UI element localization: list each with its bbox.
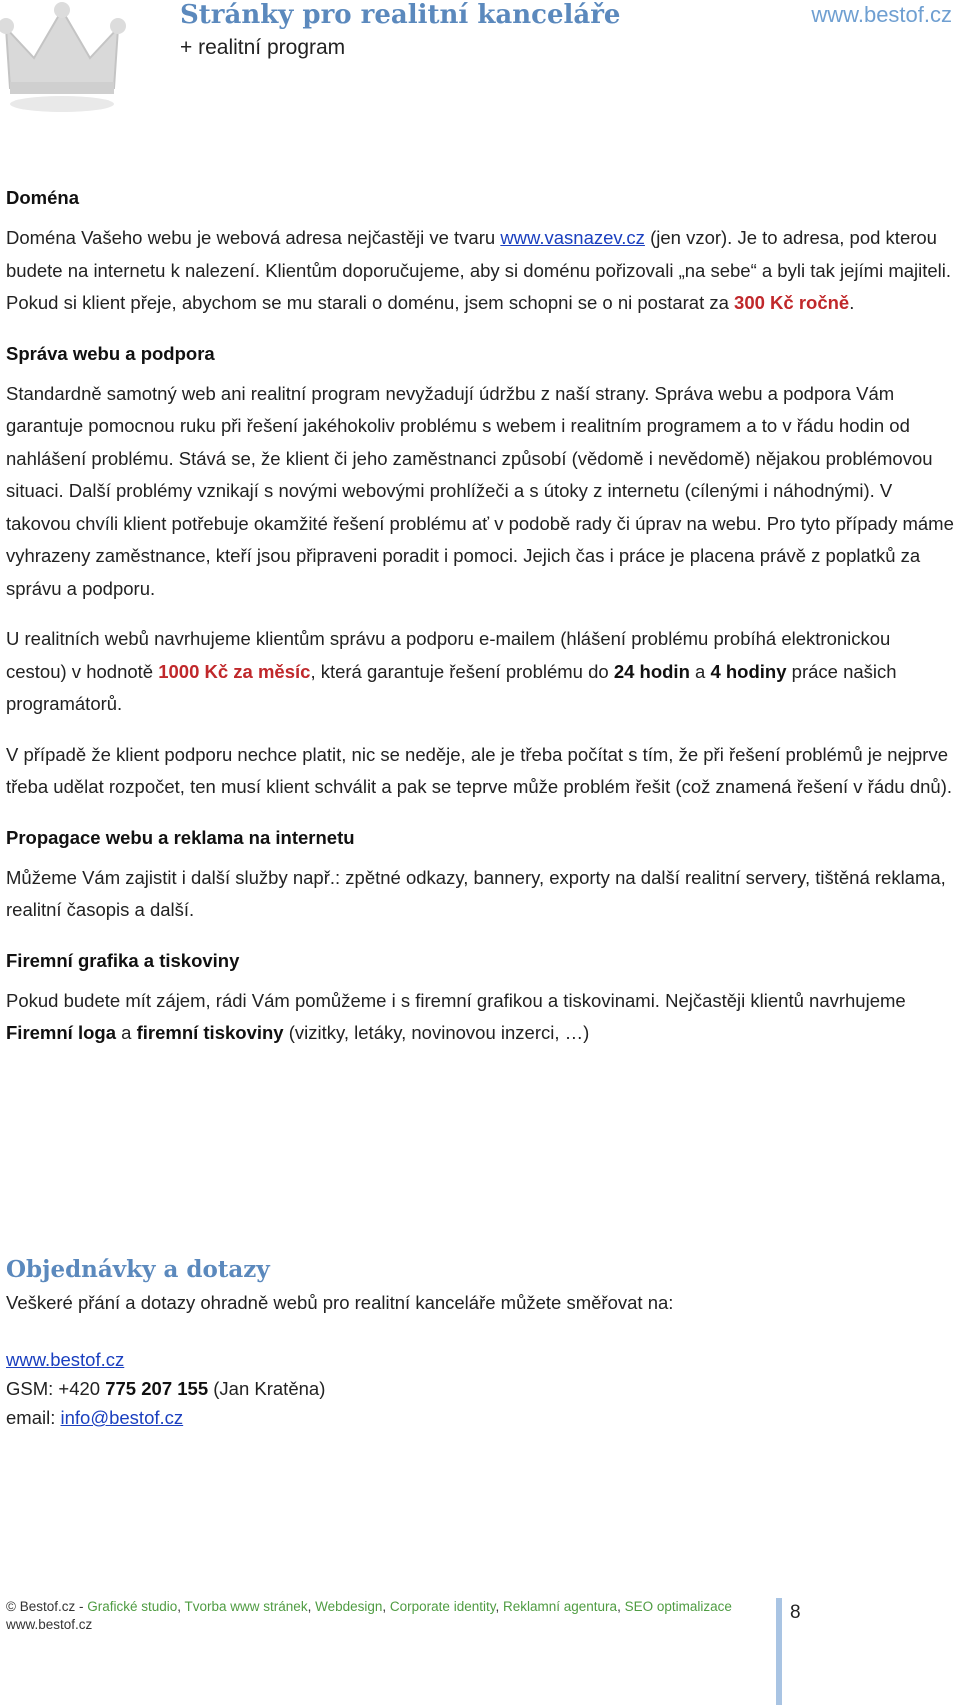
domena-text: .	[849, 292, 855, 313]
sprava-hours-24: 24 hodin	[613, 660, 690, 682]
sprava-paragraph-1: Standardně samotný web ani realitní program nevyžadují údržbu z naší strany. Správa webu a podpora Vám garantuje pomocnou ruku při řešení jakéhokoliv problému s webem i realitním programem a to v řádu hodin od nahlášení problému. Stává se, že klient či jeho zaměstnanci způsobí (vědomě i nevědomě) nějakou problémovou situaci. Další problémy vznikají s novými webovými prohlížeči a s útoky z internetu (cílenými i náhodnými). V takovou chvíli klient potřebuje okamžité řešení problému ať v podobě rady či úprav na webu. Pro tyto případy máme vyhrazeny zaměstnance, kteří jsou připraveni poradit i pomoci. Jejich čas i práce je placena právě z poplatků za správu a podporu.	[6, 382, 954, 599]
contact-email	[6, 1403, 325, 1432]
crown-logo	[0, 0, 130, 120]
propagace-heading: Propagace webu a reklama na internetu	[6, 826, 355, 848]
sprava-text: , která garantuje řešení problému do	[310, 660, 614, 682]
email-link[interactable]: info@bestof.cz	[60, 1407, 184, 1428]
header-site-link[interactable]: www.bestof.cz	[811, 2, 952, 27]
domena-text: (jen vzor). Je to adresa, pod kterou budete na internetu k nalezení. Klientům doporučujeme, aby si doménu pořizovali „na sebe“ a byli tak jejími majiteli. Pokud si klient přeje, abychom se mu starali o doménu, jsem schopni se o ni postarat za	[6, 227, 952, 313]
gsm-number: 775 207 155	[105, 1378, 209, 1399]
objednavky-intro: Veškeré přání a dotazy ohradně webů pro realitní kanceláře můžete směřovat na:	[6, 1292, 674, 1313]
gsm-name: (Jan Kratěna)	[208, 1378, 326, 1399]
email-label: email:	[6, 1407, 61, 1428]
objednavky-section	[6, 1253, 954, 1320]
page-footer: © Bestof.cz - Grafické studio, Tvorba www stránek, Webdesign, Corporate identity, Reklamní agentura, SEO optimalizace www.bestof.cz	[6, 1599, 732, 1632]
grafika-heading: Firemní grafika a tiskoviny	[6, 949, 240, 971]
footer-item[interactable]: Tvorba www stránek	[184, 1599, 308, 1614]
footer-item[interactable]: Webdesign	[315, 1599, 383, 1614]
grafika-paragraph	[6, 985, 954, 1050]
page-number: 8	[790, 1602, 801, 1623]
domena-paragraph	[6, 222, 954, 320]
footer-item[interactable]: Grafické studio	[87, 1599, 178, 1614]
sprava-hours-4: 4 hodiny	[710, 660, 787, 682]
footer-item[interactable]: Reklamní agentura	[502, 1599, 618, 1614]
grafika-bold-tiskoviny: firemní tiskoviny	[136, 1022, 284, 1043]
footer-item[interactable]: SEO optimalizace	[624, 1599, 732, 1614]
vasnazev-link[interactable]: www.vasnazev.cz	[500, 227, 645, 248]
contact-block	[6, 1345, 325, 1432]
sprava-price: 1000 Kč za měsíc	[158, 660, 311, 682]
contact-gsm	[6, 1374, 325, 1403]
sprava-text: práce našich programátorů.	[6, 660, 897, 714]
footer-copyright: © Bestof.cz -	[6, 1599, 88, 1614]
document-title: Stránky pro realitní kanceláře	[180, 0, 621, 30]
propagace-paragraph: Můžeme Vám zajistit i další služby např.: zpětné odkazy, bannery, exporty na další realitní servery, tištěná reklama, realitní časopis a další.	[6, 866, 946, 920]
sprava-text: U realitních webů navrhujeme klientům správu a podporu e-mailem (hlášení problému probíhá elektronickou cestou) v hodnotě	[6, 628, 891, 682]
sprava-paragraph-3: V případě že klient podporu nechce platit, nic se neděje, ale je třeba počítat s tím, že při řešení problémů je nejprve třeba udělat rozpočet, ten musí klient schválit a pak se teprve může problém řešit (což znamená řešení v řádu dnů).	[6, 743, 953, 797]
sprava-heading: Správa webu a podpora	[6, 342, 215, 364]
footer-item[interactable]: Corporate identity	[389, 1599, 496, 1614]
domena-heading: Doména	[6, 187, 79, 208]
domena-price: 300 Kč ročně	[734, 292, 850, 313]
grafika-text: Pokud budete mít zájem, rádi Vám pomůžeme i s firemní grafikou a tiskovinami. Nejčastěji klientů navrhujeme	[6, 989, 906, 1011]
sprava-text: a	[689, 660, 711, 682]
document-subtitle: + realitní program	[180, 36, 346, 59]
sprava-paragraph-2	[6, 623, 954, 721]
grafika-bold-loga: Firemní loga	[6, 1022, 116, 1043]
gsm-label: GSM: +420	[6, 1378, 106, 1399]
grafika-text: a	[116, 1022, 137, 1043]
objednavky-heading: Objednávky a dotazy	[6, 1256, 270, 1283]
footer-divider	[776, 1598, 782, 1705]
domena-text: Doména Vašeho webu je webová adresa nejčastěji ve tvaru	[6, 227, 501, 248]
main-content	[6, 182, 954, 1050]
contact-web-link[interactable]: www.bestof.cz	[6, 1349, 125, 1370]
grafika-text: (vizitky, letáky, novinovou inzerci, …)	[283, 1022, 590, 1043]
footer-site[interactable]: www.bestof.cz	[6, 1617, 93, 1632]
